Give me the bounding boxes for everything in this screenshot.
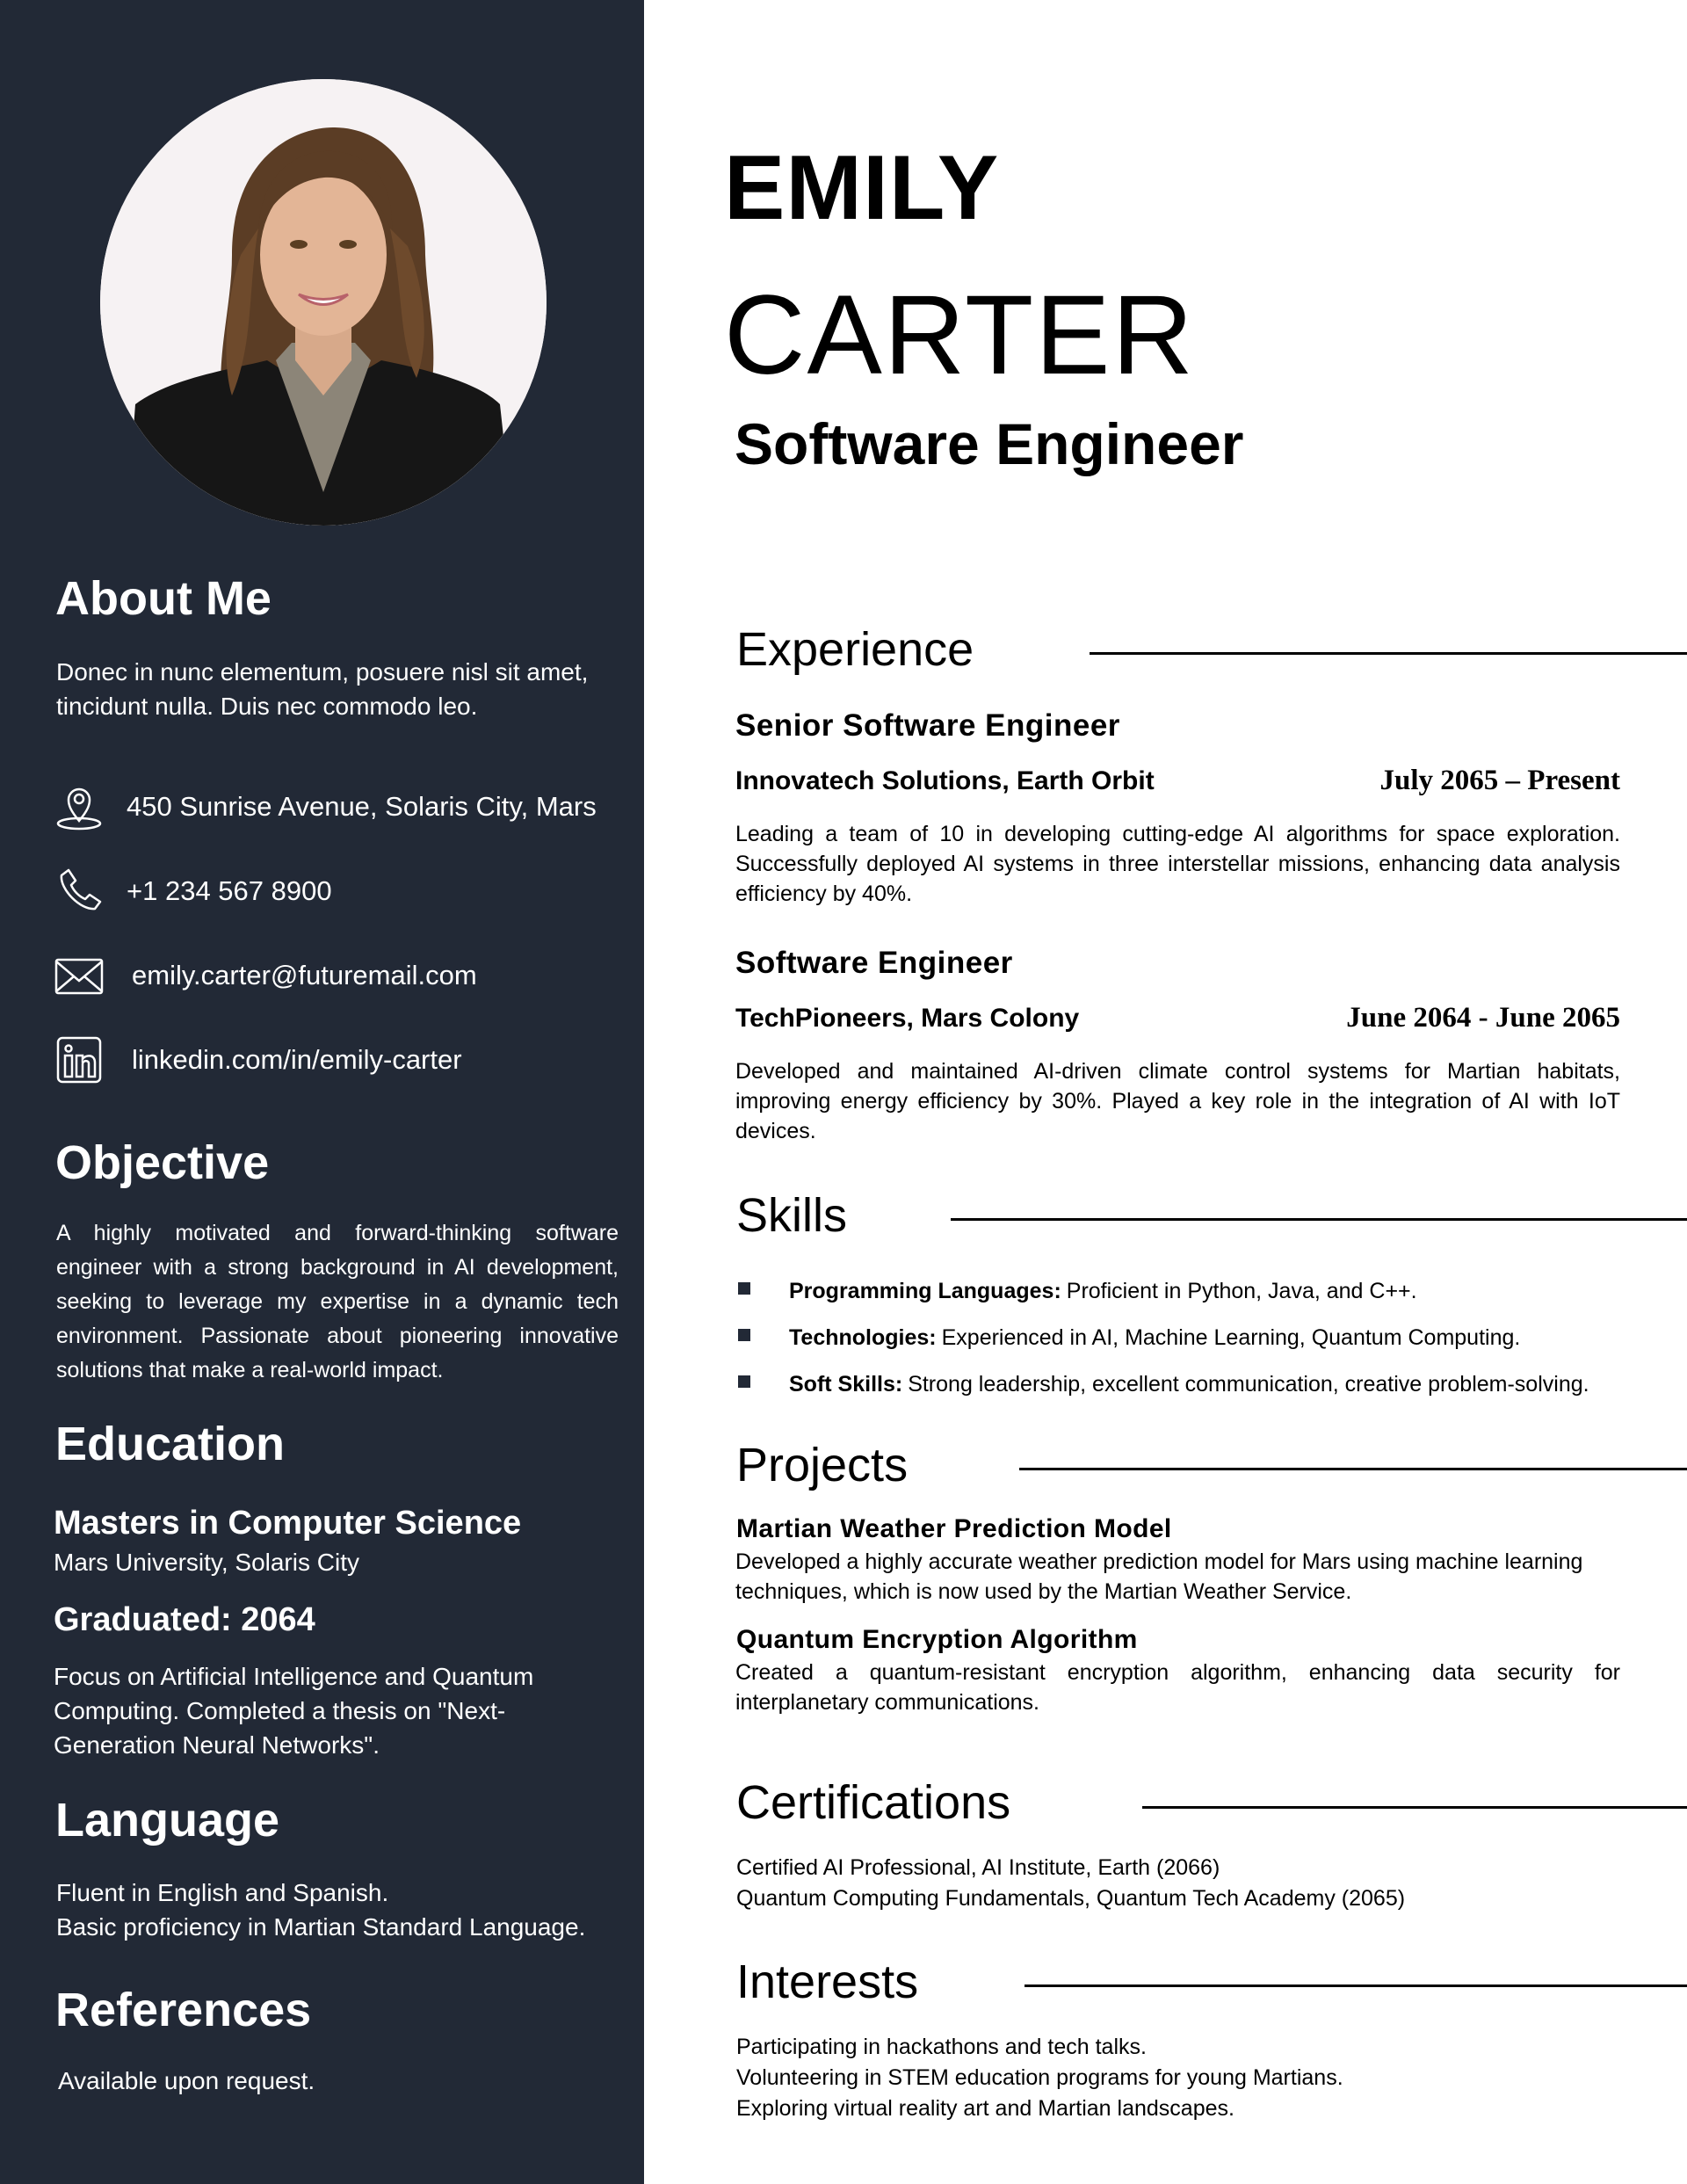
email-text: emily.carter@futuremail.com bbox=[132, 960, 477, 990]
square-bullet-icon bbox=[738, 1329, 750, 1341]
skill-item bbox=[738, 1279, 1589, 1325]
job-role: Senior Software Engineer bbox=[735, 708, 1120, 743]
contact-email[interactable] bbox=[53, 947, 477, 1004]
project-title: Martian Weather Prediction Model bbox=[736, 1514, 1172, 1543]
about-text: Donec in nunc elementum, posuere nisl sit amet, tincidunt nulla. Duis nec commodo leo. bbox=[56, 658, 589, 720]
certifications-divider bbox=[1142, 1806, 1687, 1809]
certification-item: Quantum Computing Fundamentals, Quantum Tech Academy (2065) bbox=[736, 1886, 1406, 1911]
education-description: Focus on Artificial Intelligence and Quantum Computing. Completed a thesis on "Next-Generation Neural Networks". bbox=[54, 1663, 534, 1759]
skill-value: Proficient in Python, Java, and C++. bbox=[1066, 1279, 1417, 1303]
portrait-illustration bbox=[100, 79, 547, 526]
phone-text: +1 234 567 8900 bbox=[127, 875, 332, 906]
skills-heading: Skills bbox=[736, 1189, 848, 1242]
phone-icon bbox=[53, 865, 105, 918]
contact-address bbox=[53, 779, 597, 835]
first-name: EMILY bbox=[724, 137, 1000, 239]
job-description: Leading a team of 10 in developing cutting-edge AI algorithms for space exploration. Successfully deployed AI systems in three interstellar missions, enhancing data analysis efficiency by 40%. bbox=[735, 822, 1620, 906]
projects-heading: Projects bbox=[736, 1439, 909, 1491]
education-graduated: Graduated: 2064 bbox=[54, 1601, 315, 1638]
projects-divider bbox=[1019, 1468, 1687, 1470]
skills-divider bbox=[951, 1218, 1687, 1221]
skill-label: Programming Languages: bbox=[789, 1279, 1061, 1303]
contact-phone[interactable] bbox=[53, 863, 332, 919]
sidebar bbox=[0, 0, 644, 2184]
skill-label: Soft Skills: bbox=[789, 1372, 903, 1397]
skill-value: Experienced in AI, Machine Learning, Quantum Computing. bbox=[941, 1325, 1521, 1350]
language-line: Basic proficiency in Martian Standard Language. bbox=[56, 1913, 586, 1941]
experience-heading: Experience bbox=[736, 623, 974, 676]
skill-label: Technologies: bbox=[789, 1325, 937, 1350]
objective-text: A highly motivated and forward-thinking software engineer with a strong background in AI development, seeking to leverage my expertise in a dynamic tech environment. Passionate about pioneering innovative solutions that make a real-world impact. bbox=[56, 1221, 619, 1382]
certifications-heading: Certifications bbox=[736, 1776, 1011, 1829]
certifications-list bbox=[736, 1853, 1405, 1914]
profile-photo bbox=[100, 79, 547, 526]
contact-linkedin[interactable] bbox=[53, 1032, 462, 1088]
language-list bbox=[56, 1876, 636, 1944]
job-description: Developed and maintained AI-driven climate control systems for Martian habitats, improving energy efficiency by 30%. Played a key role in the integration of AI with IoT devices. bbox=[735, 1059, 1620, 1143]
job-company: TechPioneers, Mars Colony bbox=[735, 1004, 1080, 1033]
job-company: Innovatech Solutions, Earth Orbit bbox=[735, 766, 1155, 795]
experience-divider bbox=[1090, 652, 1687, 655]
skills-list bbox=[738, 1279, 1589, 1419]
skill-item bbox=[738, 1372, 1589, 1419]
references-heading: References bbox=[55, 1984, 312, 2036]
last-name: CARTER bbox=[724, 272, 1195, 398]
education-heading: Education bbox=[55, 1418, 286, 1470]
envelope-icon bbox=[53, 949, 105, 1002]
job-dates: June 2064 - June 2065 bbox=[1346, 1002, 1620, 1034]
interests-heading: Interests bbox=[736, 1955, 919, 2008]
job-dates: July 2065 – Present bbox=[1379, 765, 1620, 796]
interest-item: Participating in hackathons and tech talks. bbox=[736, 2035, 1147, 2059]
project-title: Quantum Encryption Algorithm bbox=[736, 1625, 1138, 1654]
project-description: Created a quantum-resistant encryption algorithm, enhancing data security for interplanetary communications. bbox=[735, 1660, 1620, 1715]
references-text: Available upon request. bbox=[58, 2067, 315, 2094]
square-bullet-icon bbox=[738, 1282, 750, 1295]
linkedin-icon bbox=[53, 1034, 105, 1086]
project-description: Developed a highly accurate weather prediction model for Mars using machine learning techniques, which is now used by the Martian Weather Service. bbox=[735, 1549, 1583, 1604]
interest-item: Volunteering in STEM education programs for young Martians. bbox=[736, 2065, 1343, 2090]
address-text: 450 Sunrise Avenue, Solaris City, Mars bbox=[127, 791, 597, 822]
skill-value: Strong leadership, excellent communication, creative problem-solving. bbox=[908, 1372, 1589, 1397]
language-line: Fluent in English and Spanish. bbox=[56, 1879, 389, 1906]
interest-item: Exploring virtual reality art and Martian landscapes. bbox=[736, 2096, 1234, 2121]
interests-divider bbox=[1025, 1984, 1687, 1987]
job-role: Software Engineer bbox=[735, 946, 1013, 980]
square-bullet-icon bbox=[738, 1375, 750, 1388]
language-heading: Language bbox=[55, 1794, 280, 1847]
skill-item bbox=[738, 1325, 1589, 1372]
interests-list bbox=[736, 2032, 1343, 2124]
about-heading: About Me bbox=[55, 572, 272, 625]
job-title: Software Engineer bbox=[735, 411, 1244, 476]
education-degree: Masters in Computer Science bbox=[54, 1505, 522, 1542]
location-pin-icon bbox=[53, 780, 105, 833]
education-school: Mars University, Solaris City bbox=[54, 1549, 359, 1576]
certification-item: Certified AI Professional, AI Institute, Earth (2066) bbox=[736, 1855, 1220, 1880]
objective-heading: Objective bbox=[55, 1136, 270, 1189]
linkedin-text: linkedin.com/in/emily-carter bbox=[132, 1044, 462, 1075]
